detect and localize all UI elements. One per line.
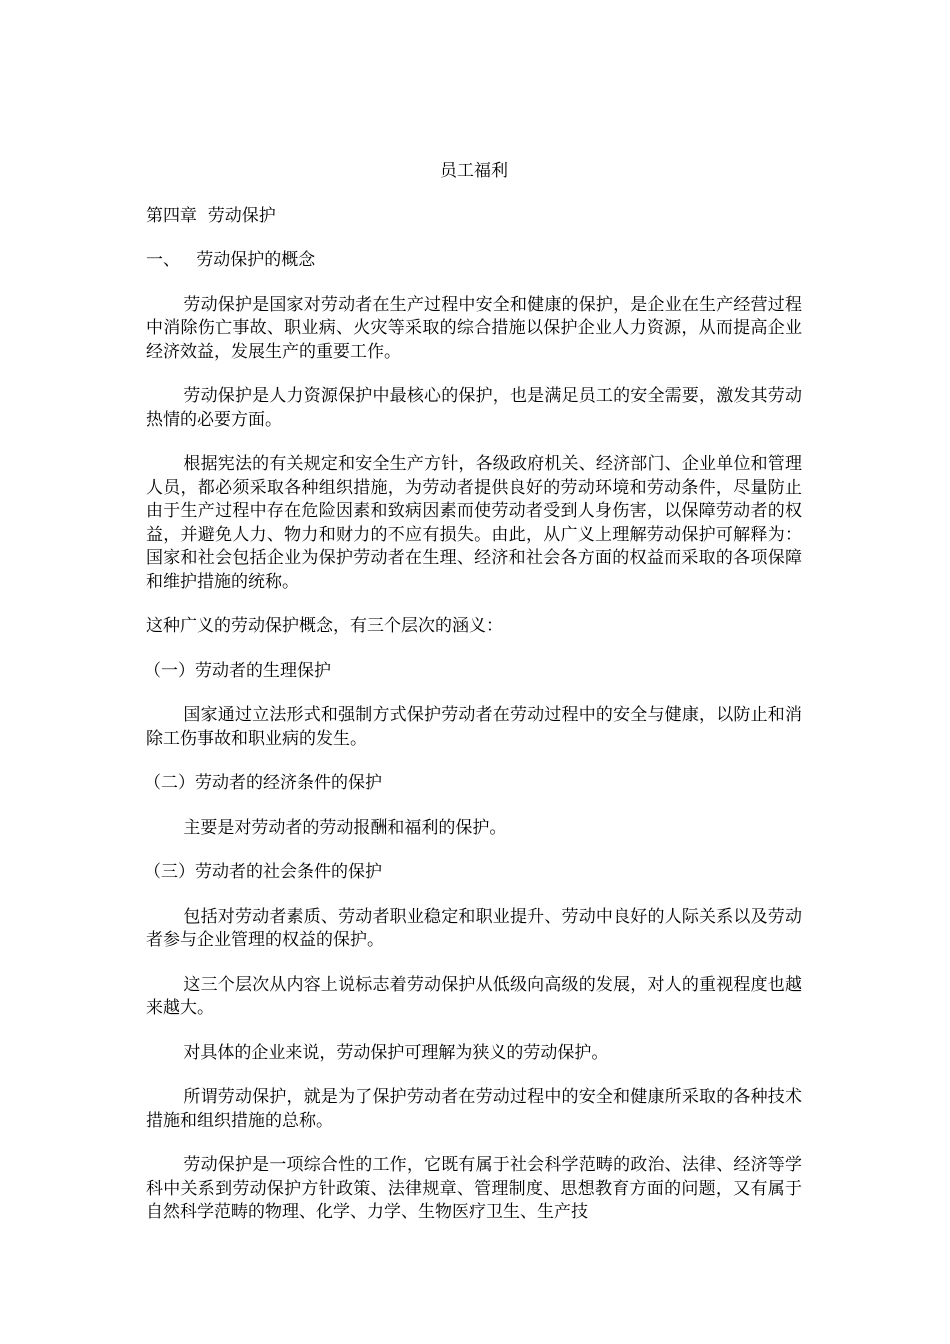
chapter-heading: 第四章 劳动保护 [146,205,276,226]
subheading-economic: （二）劳动者的经济条件的保护 [144,773,382,793]
document-title: 员工福利 [440,161,508,181]
paragraph-definition: 劳动保护是国家对劳动者在生产过程中安全和健康的保护，是企业在生产经营过程中消除伤亡事故、职业病、火灾等采取的综合措施以保护企业人力资源，从而提高企业经济效益，发展生产的重要工作。 [146,294,802,362]
paragraph-social: 包括对劳动者素质、劳动者职业稳定和职业提升、劳动中良好的人际关系以及劳动者参与企业管理的权益的保护。 [146,906,802,950]
paragraph-measures: 所谓劳动保护，就是为了保护劳动者在劳动过程中的安全和健康所采取的各种技术措施和组织措施的总称。 [146,1087,802,1131]
paragraph-core-protection: 劳动保护是人力资源保护中最核心的保护，也是满足员工的安全需要，激发其劳动热情的必要方面。 [146,386,802,430]
paragraph-physiological: 国家通过立法形式和强制方式保护劳动者在劳动过程中的安全与健康，以防止和消除工伤事故和职业病的发生。 [146,705,802,749]
document-body [146,160,802,1225]
section-heading: 一、 劳动保护的概念 [146,250,316,270]
paragraph-development: 这三个层次从内容上说标志着劳动保护从低级向高级的发展，对人的重视程度也越来越大。 [146,974,802,1018]
paragraph-economic: 主要是对劳动者的劳动报酬和福利的保护。 [183,817,507,838]
subheading-social: （三）劳动者的社会条件的保护 [144,862,382,882]
paragraph-narrow-definition: 对具体的企业来说，劳动保护可理解为狭义的劳动保护。 [183,1042,609,1063]
subheading-physiological: （一）劳动者的生理保护 [144,660,331,681]
paragraph-comprehensive-work: 劳动保护是一项综合性的工作，它既有属于社会科学范畴的政治、法律、经济等学科中关系到劳动保护方针政策、法律规章、管理制度、思想教育方面的问题，又有属于自然科学范畴的物理、化学、力学、生物医疗卫生、生产技 [146,1155,802,1222]
paragraph-three-levels: 这种广义的劳动保护概念，有三个层次的涵义： [146,616,503,636]
paragraph-broad-definition: 根据宪法的有关规定和安全生产方针，各级政府机关、经济部门、企业单位和管理人员，都必须采取各种组织措施，为劳动者提供良好的劳动环境和劳动条件，尽量防止由于生产过程中存在危险因素和致病因素而使劳动者受到人身伤害，以保障劳动者的权益，并避免人力、物力和财力的不应有损失。由此，从广义上理解劳动保护可解释为：国家和社会包括企业为保护劳动者在生理、经济和社会各方面的权益而采取的各项保障和维护措施的统称。 [146,454,802,592]
